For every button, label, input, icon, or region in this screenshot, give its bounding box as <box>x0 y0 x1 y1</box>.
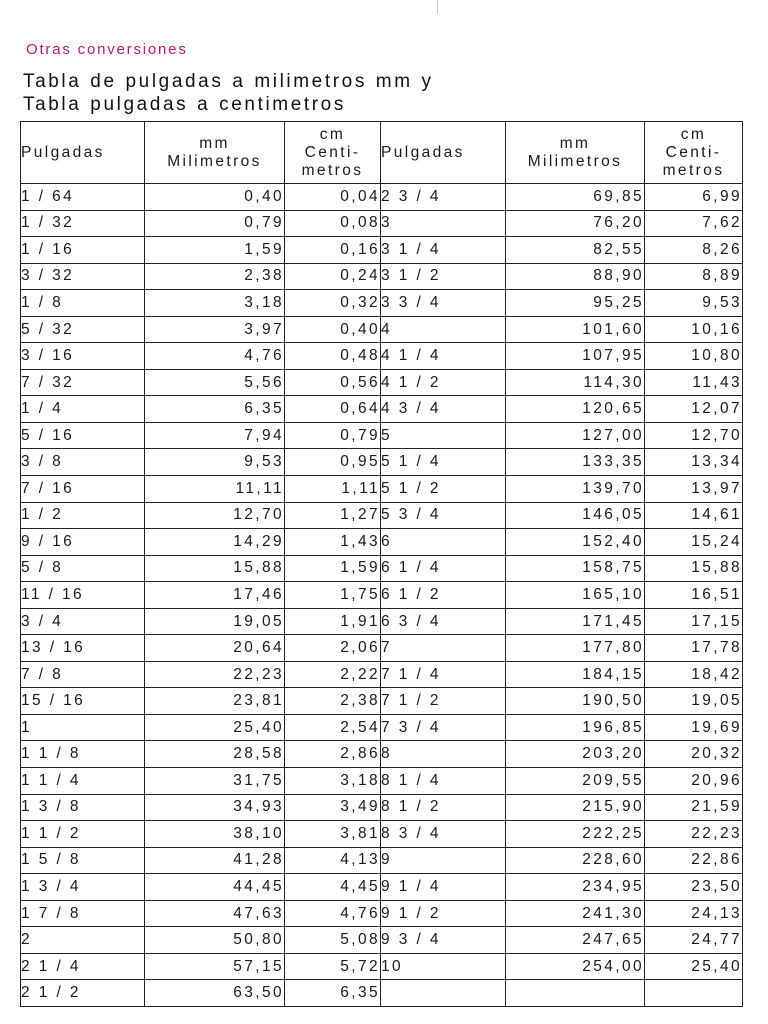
cell-mm-2: 114,30 <box>506 369 645 396</box>
table-row <box>21 608 743 635</box>
col-header-mm-name: Milimetros <box>167 152 262 170</box>
cell-inches: 11 / 16 <box>21 582 145 609</box>
cell-cm-2: 22,86 <box>645 847 743 874</box>
cell-cm: 2,54 <box>285 714 381 741</box>
page-title <box>23 70 434 116</box>
cell-cm-2: 10,16 <box>645 316 743 343</box>
table-row <box>21 290 743 317</box>
cell-mm: 4,76 <box>145 343 285 370</box>
cell-inches: 5 / 8 <box>21 555 145 582</box>
cell-mm-2: 107,95 <box>506 343 645 370</box>
cell-inches: 3 / 16 <box>21 343 145 370</box>
cell-inches-2: 10 <box>381 953 506 980</box>
col-header-cm-name-1: Centi- <box>304 143 361 161</box>
cell-mm-2: 228,60 <box>506 847 645 874</box>
cell-cm-2: 18,42 <box>645 661 743 688</box>
cell-cm-2: 15,88 <box>645 555 743 582</box>
cell-inches: 9 / 16 <box>21 529 145 556</box>
table-row <box>21 449 743 476</box>
cell-mm-2: 95,25 <box>506 290 645 317</box>
col-header-inches: Pulgadas <box>21 122 145 184</box>
cell-mm-2: 88,90 <box>506 263 645 290</box>
page-divider-tick <box>437 0 438 14</box>
col-header-mm <box>145 122 285 184</box>
cell-mm-2: 127,00 <box>506 422 645 449</box>
cell-cm-2: 17,78 <box>645 635 743 662</box>
cell-inches-2: 5 1 / 2 <box>381 476 506 503</box>
cell-mm-2: 254,00 <box>506 953 645 980</box>
cell-mm: 15,88 <box>145 555 285 582</box>
cell-mm: 12,70 <box>145 502 285 529</box>
cell-mm: 22,23 <box>145 661 285 688</box>
cell-cm: 0,04 <box>285 184 381 211</box>
table-row <box>21 237 743 264</box>
cell-inches: 3 / 32 <box>21 263 145 290</box>
cell-inches-2: 4 1 / 2 <box>381 369 506 396</box>
cell-mm-2: 234,95 <box>506 874 645 901</box>
col-header-mm-name-2: Milimetros <box>527 152 623 170</box>
cell-inches: 1 <box>21 714 145 741</box>
cell-mm: 31,75 <box>145 768 285 795</box>
cell-mm: 25,40 <box>145 714 285 741</box>
table-row <box>21 768 743 795</box>
table-row <box>21 794 743 821</box>
cell-inches-2: 7 3 / 4 <box>381 714 506 741</box>
cell-mm: 34,93 <box>145 794 285 821</box>
col-header-cm-unit: cm <box>319 125 346 143</box>
cell-cm-2: 9,53 <box>645 290 743 317</box>
cell-inches: 7 / 16 <box>21 476 145 503</box>
cell-inches: 1 1 / 2 <box>21 821 145 848</box>
cell-inches: 2 <box>21 927 145 954</box>
table-row <box>21 555 743 582</box>
cell-cm: 6,35 <box>285 980 381 1007</box>
cell-inches-2: 5 3 / 4 <box>381 502 506 529</box>
table-row <box>21 476 743 503</box>
cell-cm-2: 17,15 <box>645 608 743 635</box>
cell-cm: 0,24 <box>285 263 381 290</box>
cell-cm: 1,91 <box>285 608 381 635</box>
table-row <box>21 210 743 237</box>
table-row <box>21 821 743 848</box>
table-row <box>21 396 743 423</box>
cell-mm: 17,46 <box>145 582 285 609</box>
cell-inches: 2 1 / 4 <box>21 953 145 980</box>
cell-cm: 1,43 <box>285 529 381 556</box>
cell-inches: 5 / 16 <box>21 422 145 449</box>
cell-mm: 7,94 <box>145 422 285 449</box>
cell-inches: 7 / 32 <box>21 369 145 396</box>
cell-inches: 1 / 64 <box>21 184 145 211</box>
cell-inches-2: 3 <box>381 210 506 237</box>
cell-inches-2: 4 <box>381 316 506 343</box>
cell-inches: 1 1 / 4 <box>21 768 145 795</box>
col-header-cm-2 <box>645 122 743 184</box>
page-title-line-2: Tabla pulgadas a centimetros <box>23 94 346 115</box>
cell-mm-2: 139,70 <box>506 476 645 503</box>
cell-mm: 28,58 <box>145 741 285 768</box>
cell-mm: 3,18 <box>145 290 285 317</box>
cell-cm-2: 23,50 <box>645 874 743 901</box>
cell-cm: 0,64 <box>285 396 381 423</box>
table-row <box>21 980 743 1007</box>
cell-cm-2: 22,23 <box>645 821 743 848</box>
cell-inches-2: 7 1 / 2 <box>381 688 506 715</box>
cell-inches-2: 9 <box>381 847 506 874</box>
cell-inches-2: 2 3 / 4 <box>381 184 506 211</box>
cell-inches-2: 5 1 / 4 <box>381 449 506 476</box>
cell-mm-2: 158,75 <box>506 555 645 582</box>
cell-mm: 44,45 <box>145 874 285 901</box>
cell-mm: 11,11 <box>145 476 285 503</box>
cell-mm: 63,50 <box>145 980 285 1007</box>
cell-cm-2: 10,80 <box>645 343 743 370</box>
cell-mm: 47,63 <box>145 900 285 927</box>
cell-inches-2: 6 1 / 2 <box>381 582 506 609</box>
cell-mm-2: 152,40 <box>506 529 645 556</box>
cell-mm-2: 184,15 <box>506 661 645 688</box>
cell-mm-2: 133,35 <box>506 449 645 476</box>
table-row <box>21 582 743 609</box>
cell-mm: 41,28 <box>145 847 285 874</box>
col-header-mm-2 <box>506 122 645 184</box>
cell-cm-2: 24,77 <box>645 927 743 954</box>
cell-mm: 50,80 <box>145 927 285 954</box>
table-row <box>21 502 743 529</box>
cell-inches-2: 9 3 / 4 <box>381 927 506 954</box>
header-row <box>21 122 743 184</box>
cell-mm-2: 209,55 <box>506 768 645 795</box>
cell-inches: 1 1 / 8 <box>21 741 145 768</box>
cell-cm: 0,95 <box>285 449 381 476</box>
table-row <box>21 369 743 396</box>
cell-mm-2: 82,55 <box>506 237 645 264</box>
table-row <box>21 847 743 874</box>
cell-cm-2: 13,97 <box>645 476 743 503</box>
cell-inches-2: 6 1 / 4 <box>381 555 506 582</box>
cell-inches-2 <box>381 980 506 1007</box>
cell-mm: 1,59 <box>145 237 285 264</box>
cell-mm-2: 190,50 <box>506 688 645 715</box>
col-header-inches-2: Pulgadas <box>381 122 506 184</box>
table-row <box>21 953 743 980</box>
cell-mm: 6,35 <box>145 396 285 423</box>
cell-mm-2 <box>506 980 645 1007</box>
cell-mm: 0,40 <box>145 184 285 211</box>
cell-inches: 3 / 4 <box>21 608 145 635</box>
table-row <box>21 661 743 688</box>
cell-cm: 5,08 <box>285 927 381 954</box>
cell-mm-2: 196,85 <box>506 714 645 741</box>
cell-cm-2: 25,40 <box>645 953 743 980</box>
cell-inches: 13 / 16 <box>21 635 145 662</box>
cell-cm-2: 12,07 <box>645 396 743 423</box>
cell-cm: 0,32 <box>285 290 381 317</box>
table-row <box>21 184 743 211</box>
cell-cm: 0,79 <box>285 422 381 449</box>
cell-cm: 2,22 <box>285 661 381 688</box>
cell-mm-2: 69,85 <box>506 184 645 211</box>
cell-mm-2: 171,45 <box>506 608 645 635</box>
col-header-cm-name-2-1: Centi- <box>665 143 722 161</box>
cell-cm: 4,13 <box>285 847 381 874</box>
cell-mm-2: 222,25 <box>506 821 645 848</box>
cell-inches: 1 / 8 <box>21 290 145 317</box>
cell-mm: 23,81 <box>145 688 285 715</box>
cell-inches-2: 5 <box>381 422 506 449</box>
cell-cm: 2,86 <box>285 741 381 768</box>
table-body <box>21 184 743 1007</box>
cell-mm: 5,56 <box>145 369 285 396</box>
cell-inches-2: 9 1 / 4 <box>381 874 506 901</box>
cell-inches-2: 9 1 / 2 <box>381 900 506 927</box>
cell-mm-2: 76,20 <box>506 210 645 237</box>
cell-inches-2: 8 1 / 4 <box>381 768 506 795</box>
cell-inches-2: 4 3 / 4 <box>381 396 506 423</box>
cell-mm-2: 241,30 <box>506 900 645 927</box>
page-title-line-1: Tabla de pulgadas a milimetros mm y <box>23 71 434 92</box>
table-row <box>21 741 743 768</box>
cell-mm-2: 146,05 <box>506 502 645 529</box>
other-conversions-link[interactable]: Otras conversiones <box>26 41 188 58</box>
cell-inches-2: 3 1 / 2 <box>381 263 506 290</box>
cell-mm-2: 165,10 <box>506 582 645 609</box>
cell-cm: 5,72 <box>285 953 381 980</box>
cell-inches-2: 8 <box>381 741 506 768</box>
cell-inches: 1 5 / 8 <box>21 847 145 874</box>
cell-cm-2: 14,61 <box>645 502 743 529</box>
cell-cm: 1,75 <box>285 582 381 609</box>
cell-inches-2: 8 1 / 2 <box>381 794 506 821</box>
table-row <box>21 422 743 449</box>
cell-cm: 1,11 <box>285 476 381 503</box>
cell-cm: 3,49 <box>285 794 381 821</box>
table-row <box>21 874 743 901</box>
table-header <box>21 122 743 184</box>
cell-mm: 2,38 <box>145 263 285 290</box>
cell-inches-2: 4 1 / 4 <box>381 343 506 370</box>
cell-cm: 2,38 <box>285 688 381 715</box>
cell-cm: 0,48 <box>285 343 381 370</box>
cell-cm-2 <box>645 980 743 1007</box>
cell-cm-2: 24,13 <box>645 900 743 927</box>
cell-cm-2: 12,70 <box>645 422 743 449</box>
col-header-cm-unit-2: cm <box>680 125 707 143</box>
cell-inches: 7 / 8 <box>21 661 145 688</box>
table-row <box>21 529 743 556</box>
cell-inches: 2 1 / 2 <box>21 980 145 1007</box>
col-header-mm-unit: mm <box>199 134 230 152</box>
cell-inches-2: 3 1 / 4 <box>381 237 506 264</box>
cell-inches-2: 6 3 / 4 <box>381 608 506 635</box>
cell-inches-2: 7 1 / 4 <box>381 661 506 688</box>
cell-mm-2: 215,90 <box>506 794 645 821</box>
table-row <box>21 927 743 954</box>
conversion-table <box>20 121 743 1007</box>
cell-cm-2: 8,89 <box>645 263 743 290</box>
cell-inches: 5 / 32 <box>21 316 145 343</box>
cell-mm: 19,05 <box>145 608 285 635</box>
cell-mm-2: 101,60 <box>506 316 645 343</box>
cell-cm-2: 19,05 <box>645 688 743 715</box>
cell-cm: 2,06 <box>285 635 381 662</box>
cell-inches: 1 7 / 8 <box>21 900 145 927</box>
table-row <box>21 900 743 927</box>
cell-inches: 15 / 16 <box>21 688 145 715</box>
cell-inches: 1 / 2 <box>21 502 145 529</box>
cell-cm: 0,16 <box>285 237 381 264</box>
col-header-cm-name-2-2: metros <box>662 161 725 179</box>
cell-cm: 3,81 <box>285 821 381 848</box>
cell-inches: 1 / 32 <box>21 210 145 237</box>
cell-mm-2: 177,80 <box>506 635 645 662</box>
table-row <box>21 688 743 715</box>
col-header-cm-name-2: metros <box>301 161 364 179</box>
cell-cm-2: 19,69 <box>645 714 743 741</box>
cell-cm-2: 7,62 <box>645 210 743 237</box>
cell-mm: 9,53 <box>145 449 285 476</box>
cell-cm: 0,40 <box>285 316 381 343</box>
cell-cm-2: 16,51 <box>645 582 743 609</box>
cell-inches: 1 / 16 <box>21 237 145 264</box>
table-row <box>21 316 743 343</box>
cell-mm: 14,29 <box>145 529 285 556</box>
cell-mm: 38,10 <box>145 821 285 848</box>
cell-inches-2: 3 3 / 4 <box>381 290 506 317</box>
cell-inches: 1 / 4 <box>21 396 145 423</box>
cell-cm: 1,59 <box>285 555 381 582</box>
cell-mm: 0,79 <box>145 210 285 237</box>
cell-cm-2: 15,24 <box>645 529 743 556</box>
cell-cm: 1,27 <box>285 502 381 529</box>
cell-cm-2: 20,32 <box>645 741 743 768</box>
cell-cm-2: 21,59 <box>645 794 743 821</box>
cell-inches-2: 7 <box>381 635 506 662</box>
cell-cm: 0,08 <box>285 210 381 237</box>
cell-cm: 4,76 <box>285 900 381 927</box>
cell-cm: 4,45 <box>285 874 381 901</box>
table-row <box>21 714 743 741</box>
cell-inches: 3 / 8 <box>21 449 145 476</box>
cell-cm-2: 13,34 <box>645 449 743 476</box>
cell-cm: 3,18 <box>285 768 381 795</box>
cell-cm-2: 8,26 <box>645 237 743 264</box>
cell-mm-2: 203,20 <box>506 741 645 768</box>
cell-inches: 1 3 / 4 <box>21 874 145 901</box>
table-row <box>21 635 743 662</box>
table-row <box>21 263 743 290</box>
cell-cm-2: 6,99 <box>645 184 743 211</box>
cell-mm: 3,97 <box>145 316 285 343</box>
cell-cm: 0,56 <box>285 369 381 396</box>
cell-mm: 57,15 <box>145 953 285 980</box>
table-row <box>21 343 743 370</box>
cell-inches-2: 8 3 / 4 <box>381 821 506 848</box>
cell-mm-2: 247,65 <box>506 927 645 954</box>
cell-inches: 1 3 / 8 <box>21 794 145 821</box>
cell-cm-2: 20,96 <box>645 768 743 795</box>
cell-cm-2: 11,43 <box>645 369 743 396</box>
cell-mm: 20,64 <box>145 635 285 662</box>
col-header-mm-unit-2: mm <box>559 134 591 152</box>
cell-mm-2: 120,65 <box>506 396 645 423</box>
col-header-cm <box>285 122 381 184</box>
cell-inches-2: 6 <box>381 529 506 556</box>
